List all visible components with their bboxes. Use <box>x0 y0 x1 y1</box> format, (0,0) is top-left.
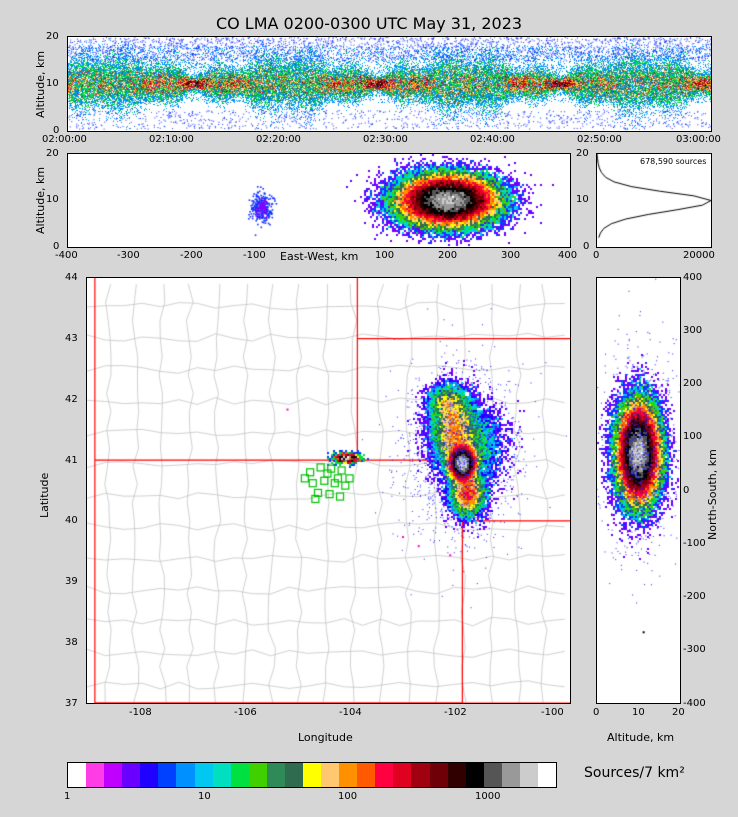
colorbar-swatch <box>466 763 484 787</box>
hist-ytick-0: 0 <box>583 241 590 252</box>
ew-xtick--300: -300 <box>117 250 140 261</box>
map-ytick-40: 40 <box>65 515 78 526</box>
colorbar-swatch <box>213 763 231 787</box>
colorbar-swatch <box>267 763 285 787</box>
ns-xtick-0: 0 <box>593 707 600 718</box>
time-height-ytick-0: 0 <box>53 125 60 136</box>
ew-xtick--100: -100 <box>243 250 266 261</box>
colorbar-swatch <box>375 763 393 787</box>
colorbar-swatch <box>176 763 194 787</box>
time-height-ytick-10: 10 <box>46 78 59 89</box>
north-south-ylabel: North-South, km <box>706 449 719 540</box>
source-count-annotation: 678,590 sources <box>640 157 707 166</box>
colorbar-tick-1: 1 <box>64 791 71 802</box>
colorbar-label: Sources/7 km² <box>584 765 685 781</box>
colorbar-swatch <box>140 763 158 787</box>
map-ytick-44: 44 <box>65 272 78 283</box>
time-xtick-6: 03:00:00 <box>676 134 721 145</box>
map-xtick--104: -104 <box>339 707 362 718</box>
time-height-panel <box>67 36 712 132</box>
time-xtick-4: 02:40:00 <box>470 134 515 145</box>
colorbar-swatch <box>520 763 538 787</box>
ns-ytick-0: 0 <box>683 485 690 496</box>
map-ytick-43: 43 <box>65 333 78 344</box>
hist-xtick-0: 0 <box>593 250 600 261</box>
east-west-xlabel: East-West, km <box>280 250 359 263</box>
plan-view-map-panel <box>86 277 571 704</box>
north-south-xlabel: Altitude, km <box>607 731 675 744</box>
colorbar-swatch <box>393 763 411 787</box>
ew-xtick-200: 200 <box>438 250 458 261</box>
hist-ytick-20: 20 <box>576 148 589 159</box>
ew-ytick-10: 10 <box>46 194 59 205</box>
colorbar-swatch <box>158 763 176 787</box>
ns-ytick-300: 300 <box>683 325 703 336</box>
map-ytick-38: 38 <box>65 637 78 648</box>
map-ytick-41: 41 <box>65 455 78 466</box>
ew-xtick-400: 400 <box>558 250 578 261</box>
ns-ytick--100: -100 <box>683 538 706 549</box>
colorbar-tick-10: 10 <box>198 791 211 802</box>
ew-xtick-300: 300 <box>501 250 521 261</box>
colorbar-swatch <box>502 763 520 787</box>
time-xtick-1: 02:10:00 <box>149 134 194 145</box>
time-height-ylabel: Altitude, km <box>34 50 47 118</box>
colorbar-swatch <box>285 763 303 787</box>
colorbar-swatch <box>448 763 466 787</box>
ew-xtick-100: 100 <box>375 250 395 261</box>
colorbar-tick-100: 100 <box>338 791 358 802</box>
time-xtick-3: 02:30:00 <box>363 134 408 145</box>
ew-ytick-20: 20 <box>46 148 59 159</box>
colorbar-swatch <box>339 763 357 787</box>
colorbar-swatch <box>411 763 429 787</box>
map-ytick-37: 37 <box>65 698 78 709</box>
colorbar-swatch <box>303 763 321 787</box>
colorbar-swatch <box>68 763 86 787</box>
time-xtick-5: 02:50:00 <box>577 134 622 145</box>
colorbar-swatch <box>321 763 339 787</box>
page-title: CO LMA 0200-0300 UTC May 31, 2023 <box>215 14 523 33</box>
ns-ytick-100: 100 <box>683 431 703 442</box>
map-xtick--102: -102 <box>444 707 467 718</box>
ns-ytick-400: 400 <box>683 272 703 283</box>
colorbar-swatch <box>249 763 267 787</box>
colorbar-swatch <box>86 763 104 787</box>
ns-xtick-20: 20 <box>672 707 685 718</box>
colorbar-swatch <box>484 763 502 787</box>
ns-xtick-10: 10 <box>632 707 645 718</box>
north-south-panel <box>596 277 681 704</box>
ew-xtick--400: -400 <box>55 250 78 261</box>
hist-xtick-20000: 20000 <box>683 250 715 261</box>
colorbar-tick-1000: 1000 <box>475 791 501 802</box>
time-height-ytick-20: 20 <box>46 31 59 42</box>
hist-ytick-10: 10 <box>576 194 589 205</box>
ns-ytick--400: -400 <box>683 698 706 709</box>
colorbar <box>67 762 557 788</box>
ew-xtick--200: -200 <box>180 250 203 261</box>
map-ytick-42: 42 <box>65 394 78 405</box>
map-xlabel: Longitude <box>298 731 353 744</box>
colorbar-swatch <box>538 763 556 787</box>
colorbar-swatch <box>122 763 140 787</box>
colorbar-swatch <box>231 763 249 787</box>
altitude-histogram-panel <box>596 153 712 248</box>
map-xtick--100: -100 <box>541 707 564 718</box>
time-xtick-0: 02:00:00 <box>42 134 87 145</box>
east-west-panel <box>67 153 571 248</box>
map-xtick--108: -108 <box>129 707 152 718</box>
colorbar-swatch <box>430 763 448 787</box>
map-xtick--106: -106 <box>234 707 257 718</box>
colorbar-swatch <box>195 763 213 787</box>
ns-ytick--200: -200 <box>683 591 706 602</box>
time-xtick-2: 02:20:00 <box>256 134 301 145</box>
map-ytick-39: 39 <box>65 576 78 587</box>
ns-ytick-200: 200 <box>683 378 703 389</box>
ns-ytick--300: -300 <box>683 644 706 655</box>
colorbar-swatch <box>357 763 375 787</box>
east-west-ylabel: Altitude, km <box>34 166 47 234</box>
ew-ytick-0: 0 <box>53 241 60 252</box>
map-ylabel: Latitude <box>38 472 51 518</box>
colorbar-swatch <box>104 763 122 787</box>
